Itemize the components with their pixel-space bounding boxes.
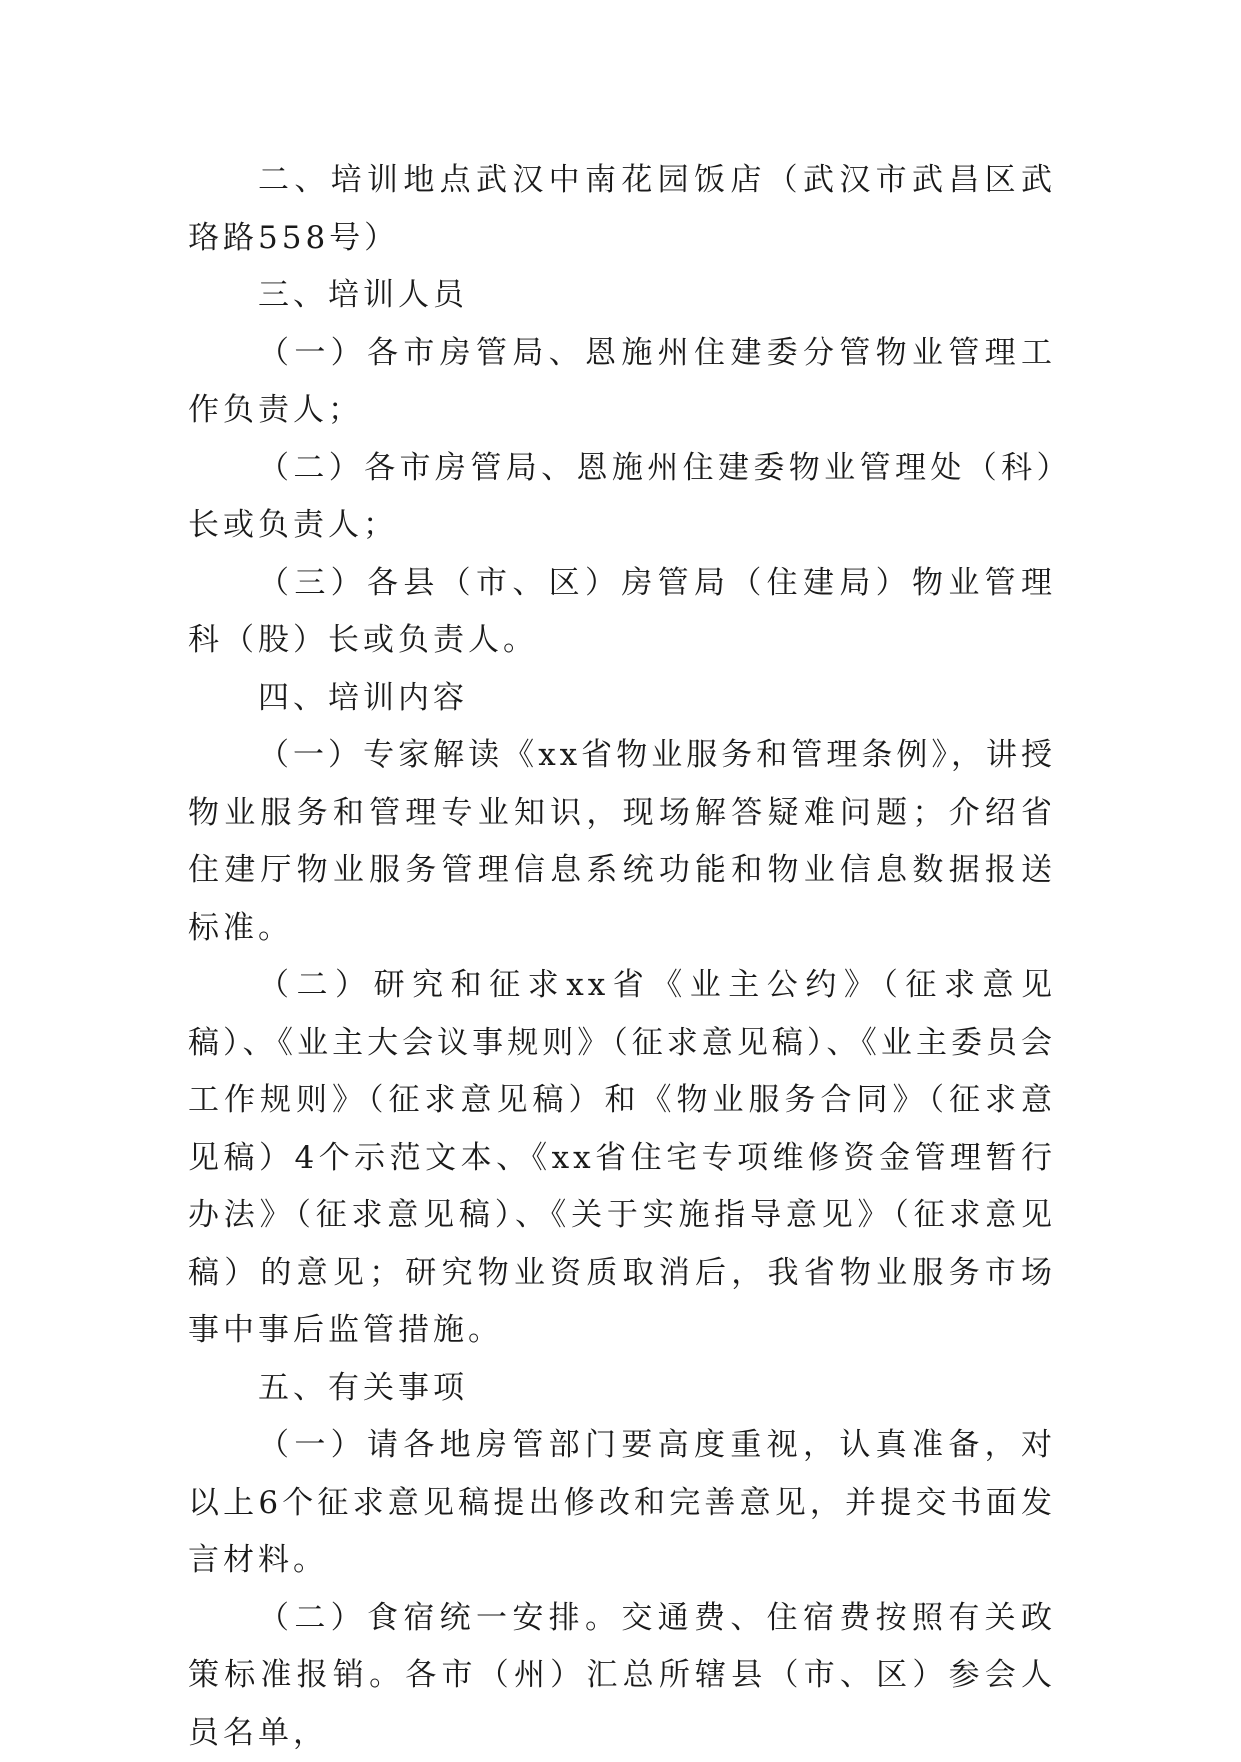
section-four-heading: 四、培训内容 (188, 670, 1056, 728)
content-item-1: （一）专家解读《xx省物业服务和管理条例》，讲授物业服务和管理专业知识，现场解答疑难问题；介绍省住建厅物业服务管理信息系统功能和物业信息数据报送标准。 (188, 727, 1056, 957)
trainee-item-3: （三）各县（市、区）房管局（住建局）物业管理科（股）长或负责人。 (188, 555, 1056, 670)
trainee-item-1: （一）各市房管局、恩施州住建委分管物业管理工作负责人； (188, 325, 1056, 440)
matters-item-1: （一）请各地房管部门要高度重视，认真准备，对以上6个征求意见稿提出修改和完善意见，并提交书面发言材料。 (188, 1417, 1056, 1590)
content-item-2: （二）研究和征求xx省《业主公约》（征求意见稿）、《业主大会议事规则》（征求意见稿）、《业主委员会工作规则》（征求意见稿）和《物业服务合同》（征求意见稿）4个示范文本、《xx省住宅专项维修资金管理暂行办法》（征求意见稿）、《关于实施指导意见》（征求意见稿）的意见；研究物业资质取消后，我省物业服务市场事中事后监管措施。 (188, 957, 1056, 1360)
matters-item-2: （二）食宿统一安排。交通费、住宿费按照有关政策标准报销。各市（州）汇总所辖县（市、区）参会人员名单， (188, 1590, 1056, 1762)
document-body (188, 152, 1056, 1762)
section-two-venue: 二、培训地点武汉中南花园饭店（武汉市武昌区武珞路558号） (188, 152, 1056, 267)
section-three-heading: 三、培训人员 (188, 267, 1056, 325)
trainee-item-2: （二）各市房管局、恩施州住建委物业管理处（科）长或负责人； (188, 440, 1056, 555)
section-five-heading: 五、有关事项 (188, 1360, 1056, 1418)
